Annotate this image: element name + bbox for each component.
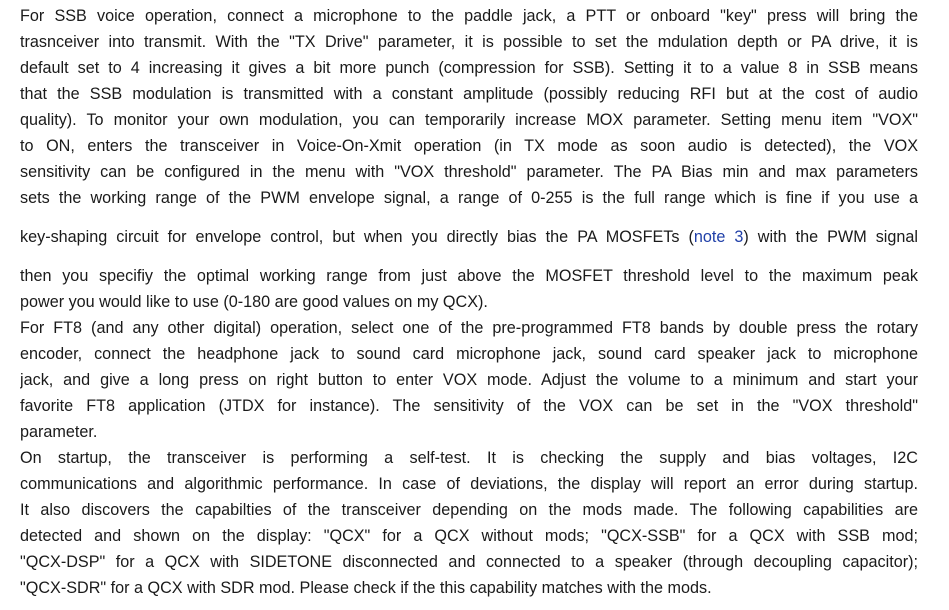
note-3-link[interactable]: note 3 (693, 228, 744, 246)
paragraph-startup-self-test (20, 445, 918, 601)
text-line: quality). To monitor your own modulation, you can temporarily increase MOX parameter. Setting menu item "VOX" (20, 111, 918, 129)
text-line: encoder, connect the headphone jack to sound card microphone jack, sound card speaker jack to microphone (20, 345, 918, 363)
text-line: "QCX-DSP" for a QCX with SIDETONE disconnected and connected to a speaker (through decoupling capacitor); (20, 553, 918, 571)
text-line: "QCX-SDR" for a QCX with SDR mod. Please check if the this capability matches with the mods. (20, 579, 712, 597)
text-line: default set to 4 increasing it gives a bit more punch (compression for SSB). Setting it to a value 8 in SSB means (20, 59, 918, 77)
text-line: power you would like to use (0-180 are good values on my QCX). (20, 293, 488, 311)
text-line: detected and shown on the display: "QCX" for a QCX without mods; "QCX-SSB" for a QCX with SSB mod; (20, 527, 918, 545)
paragraph-ft8-operation (20, 315, 918, 445)
text-segment: key-shaping circuit for envelope control, but when you directly bias the PA MOSFETs ( (20, 228, 694, 246)
text-line: sensitivity can be configured in the menu with "VOX threshold" parameter. The PA Bias min and max parameters (20, 163, 918, 181)
text-line: For SSB voice operation, connect a microphone to the paddle jack, a PTT or onboard "key" press will bring the (20, 7, 918, 25)
text-line: favorite FT8 application (JTDX for instance). The sensitivity of the VOX can be set in the "VOX threshold" (20, 397, 918, 415)
text-line: sets the working range of the PWM envelope signal, a range of 0-255 is the full range which is fine if you use a (20, 189, 918, 207)
text-line: On startup, the transceiver is performing a self-test. It is checking the supply and bias voltages, I2C (20, 449, 918, 467)
text-line: For FT8 (and any other digital) operation, select one of the pre-programmed FT8 bands by double press the rotary (20, 319, 918, 337)
text-line: trasnceiver into transmit. With the "TX Drive" parameter, it is possible to set the mdulation depth or PA drive, it is (20, 33, 918, 51)
text-segment: ) with the PWM signal (743, 228, 918, 246)
text-line: It also discovers the capabilties of the transceiver depending on the mods made. The following capabilities are (20, 501, 918, 519)
text-line: then you specifiy the optimal working range from just above the MOSFET threshold level to the maximum peak (20, 267, 918, 285)
text-line: parameter. (20, 423, 98, 441)
document-body (20, 3, 918, 601)
text-line: communications and algorithmic performance. In case of deviations, the display will report an error during startup. (20, 475, 918, 493)
text-line-with-link (20, 224, 918, 250)
paragraph-ssb-operation (20, 3, 918, 315)
text-line: to ON, enters the transceiver in Voice-On-Xmit operation (in TX mode as soon audio is detected), the VOX (20, 137, 918, 155)
text-line: jack, and give a long press on right button to enter VOX mode. Adjust the volume to a minimum and start your (20, 371, 918, 389)
text-line: that the SSB modulation is transmitted with a constant amplitude (possibly reducing RFI but at the cost of audio (20, 85, 918, 103)
